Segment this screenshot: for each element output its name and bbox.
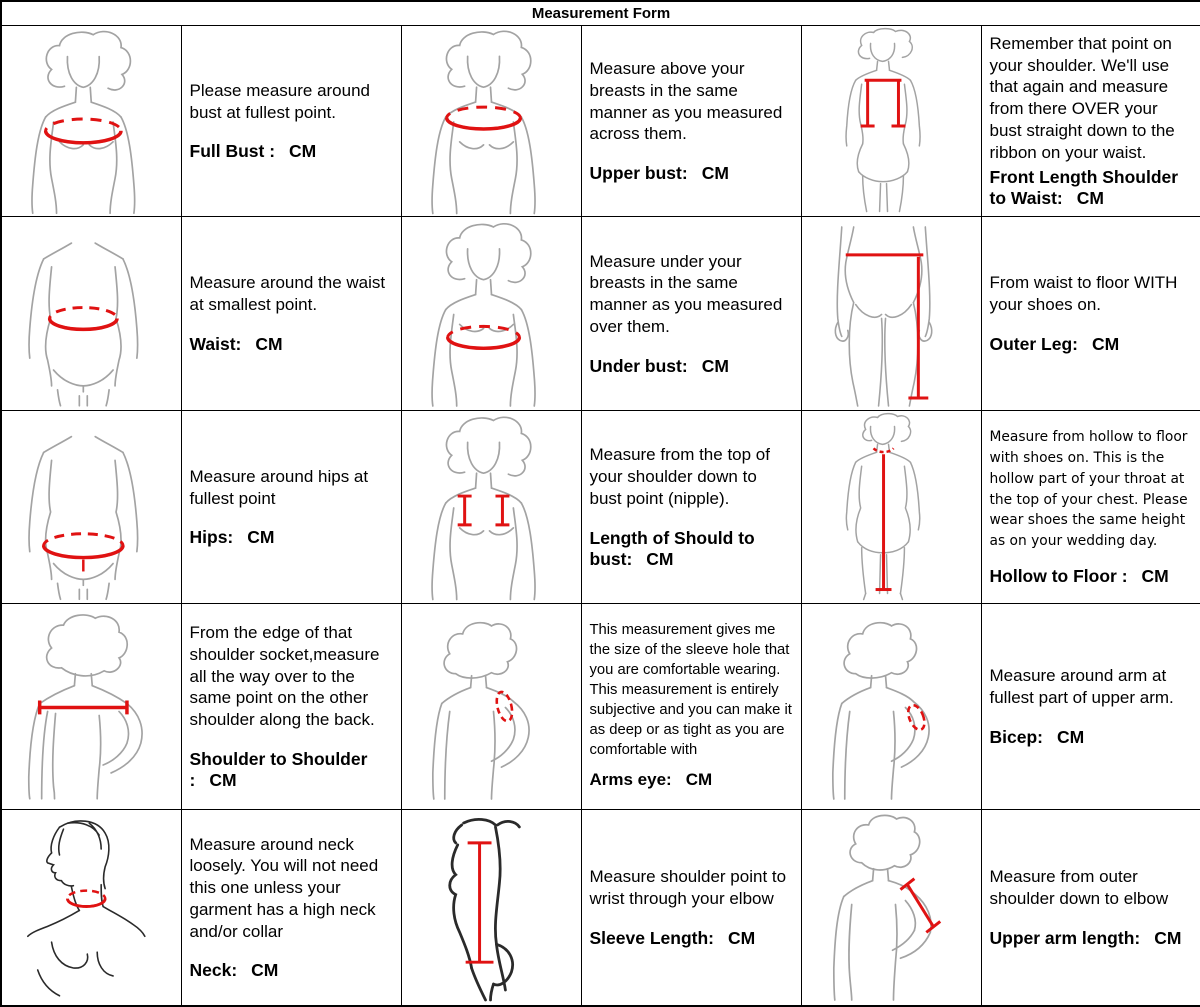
unit-cm: CM: [701, 163, 729, 183]
measurement-name: Upper arm length:: [989, 927, 1141, 948]
measurement-label-full-bust: [190, 141, 393, 162]
measurement-name: Arms eye:: [589, 770, 672, 790]
measurement-name: Upper bust:: [589, 163, 688, 183]
unit-cm: CM: [251, 960, 279, 981]
unit-cm: CM: [247, 527, 275, 548]
figure-cell-arms-eye: [401, 604, 581, 810]
measurement-name: Full Bust :: [189, 141, 276, 162]
instruction-cell-arms-eye: [581, 604, 801, 810]
figure-cell-under-bust: [401, 217, 581, 411]
measurement-name: Under bust:: [589, 355, 688, 376]
hollow-to-floor-illustration: [802, 411, 981, 603]
figure-cell-upper-arm-length: [801, 810, 981, 1007]
measurement-name: Front Length Shoulder to Waist:: [989, 167, 1179, 209]
form-row-1: [1, 26, 1200, 217]
figure-cell-hollow-to-floor: [801, 411, 981, 604]
instruction-cell-hollow-to-floor: [981, 411, 1200, 604]
figure-cell-waist: [1, 217, 181, 411]
instruction-cell-outer-leg: [981, 217, 1200, 411]
unit-cm: CM: [209, 769, 237, 790]
instruction-cell-waist: [181, 217, 401, 411]
instruction-cell-length-of-should-to-bust: [581, 411, 801, 604]
figure-cell-bicep: [801, 604, 981, 810]
instruction-cell-shoulder-to-shoulder: [181, 604, 401, 810]
figure-cell-shoulder-to-bust: [401, 411, 581, 604]
hips-illustration: [2, 411, 181, 603]
measurement-label-hips: [190, 527, 393, 548]
instruction-cell-upper-arm-length: [981, 810, 1200, 1007]
figure-cell-full-bust: [1, 26, 181, 217]
figure-cell-shoulder-to-shoulder: [1, 604, 181, 810]
unit-cm: CM: [289, 141, 317, 162]
measurement-name: Shoulder to Shoulder :: [189, 748, 368, 790]
arms-eye-illustration: [402, 604, 581, 809]
waist-illustration: [2, 217, 181, 410]
measurement-label-neck: [190, 960, 393, 981]
instruction-cell-upper-bust: [581, 26, 801, 217]
instruction-text-under-bust: Measure under your breasts in the same manner as you measured over them.: [589, 251, 783, 336]
outer-leg-illustration: [802, 217, 981, 410]
instruction-text-outer-leg: From waist to floor WITH your shoes on.: [989, 273, 1178, 314]
unit-cm: CM: [646, 548, 674, 569]
instruction-cell-bicep: [981, 604, 1200, 810]
shoulder-to-bust-illustration: [402, 411, 581, 603]
header-row: [1, 1, 1200, 26]
form-title: Measurement Form: [1, 1, 1200, 26]
bicep-illustration: [802, 604, 981, 809]
instruction-text-neck: Measure around neck loosely. You will not need this one unless your garment has a high neck and/or collar: [189, 834, 379, 941]
upper-bust-illustration: [402, 26, 581, 216]
measurement-label-waist: [190, 334, 393, 355]
instruction-cell-full-bust: [181, 26, 401, 217]
unit-cm: CM: [255, 333, 283, 354]
measurement-label-arms-eye: [590, 770, 793, 790]
instruction-text-shoulder-to-shoulder: From the edge of that shoulder socket,measure all the way over to the same point on the other shoulder along the back.: [189, 623, 380, 730]
measurement-name: Waist:: [189, 333, 242, 354]
measurement-name: Hips:: [189, 527, 234, 548]
shoulder-to-shoulder-illustration: [2, 604, 181, 809]
measurement-label-sleeve-length: [590, 928, 793, 949]
instruction-cell-hips: [181, 411, 401, 604]
figure-cell-upper-bust: [401, 26, 581, 217]
instruction-text-arms-eye: This measurement gives me the size of the sleeve hole that you are comfortable wearing. This measurement is entirely subjective and you can make it as deep or as tight as you are comfortable with: [589, 621, 792, 759]
under-bust-illustration: [402, 217, 581, 410]
instruction-text-length-of-should-to-bust: Measure from the top of your shoulder down to bust point (nipple).: [589, 445, 770, 508]
instruction-text-hollow-to-floor: Measure from hollow to floor with shoes on. This is the hollow part of your throat at the top of your chest. Please wear shoes the same height as on your wedding day.: [989, 429, 1188, 549]
instruction-text-sleeve-length: Measure shoulder point to wrist through your elbow: [589, 867, 787, 908]
figure-cell-hips: [1, 411, 181, 604]
sleeve-length-illustration: [402, 810, 581, 1005]
instruction-text-front-length-shoulder-to-waist: Remember that point on your shoulder. We'll use that again and measure from there OVER your bust straight down to the ribbon on your waist.: [989, 33, 1175, 162]
instruction-text-full-bust: Please measure around bust at fullest point.: [189, 80, 371, 122]
instruction-cell-front-length-shoulder-to-waist: [981, 26, 1200, 217]
form-row-5: [1, 810, 1200, 1007]
figure-cell-neck: [1, 810, 181, 1007]
measurement-label-upper-arm-length: [990, 928, 1193, 949]
instruction-text-hips: Measure around hips at fullest point: [189, 466, 369, 508]
measurement-label-under-bust: [590, 356, 793, 377]
front-length-shoulder-to-waist-illustration: [802, 26, 981, 216]
unit-cm: CM: [1056, 726, 1085, 747]
instruction-text-upper-arm-length: Measure from outer shoulder down to elbow: [989, 867, 1169, 908]
measurement-label-bicep: [990, 727, 1193, 748]
unit-cm: CM: [1141, 565, 1169, 586]
upper-arm-length-illustration: [802, 810, 981, 1005]
measurement-label-upper-bust: [590, 163, 793, 184]
figure-cell-sleeve-length: [401, 810, 581, 1007]
unit-cm: CM: [701, 355, 729, 376]
instruction-text-upper-bust: Measure above your breasts in the same manner as you measured across them.: [589, 59, 783, 144]
measurement-label-front-length-shoulder-to-waist: [990, 167, 1193, 209]
instruction-cell-neck: [181, 810, 401, 1007]
measurement-label-outer-leg: [990, 334, 1193, 355]
measurement-label-shoulder-to-shoulder: [190, 749, 393, 791]
full-bust-illustration: [2, 26, 181, 216]
measurement-name: Length of Should to bust:: [589, 527, 755, 569]
unit-cm: CM: [685, 770, 713, 790]
measurement-name: Hollow to Floor :: [989, 565, 1128, 586]
instruction-text-bicep: Measure around arm at fullest part of upper arm.: [989, 666, 1174, 707]
measurement-label-hollow-to-floor: [990, 566, 1193, 587]
measurement-name: Outer Leg:: [989, 333, 1078, 354]
unit-cm: CM: [1091, 333, 1120, 354]
instruction-text-waist: Measure around the waist at smallest point.: [189, 273, 386, 314]
neck-illustration: [2, 810, 181, 1005]
measurement-grid-body: [1, 26, 1200, 1007]
measurement-name: Bicep:: [989, 726, 1043, 747]
instruction-cell-sleeve-length: [581, 810, 801, 1007]
instruction-cell-under-bust: [581, 217, 801, 411]
unit-cm: CM: [727, 927, 756, 948]
unit-cm: CM: [1076, 188, 1104, 209]
figure-cell-outer-leg: [801, 217, 981, 411]
unit-cm: CM: [1154, 927, 1182, 948]
form-row-3: [1, 411, 1200, 604]
figure-cell-front-length-shoulder-to-waist: [801, 26, 981, 217]
measurement-name: Neck:: [189, 960, 238, 981]
measurement-name: Sleeve Length:: [589, 927, 714, 948]
form-row-4: [1, 604, 1200, 810]
form-row-2: [1, 217, 1200, 411]
measurement-label-length-of-should-to-bust: [590, 528, 793, 570]
